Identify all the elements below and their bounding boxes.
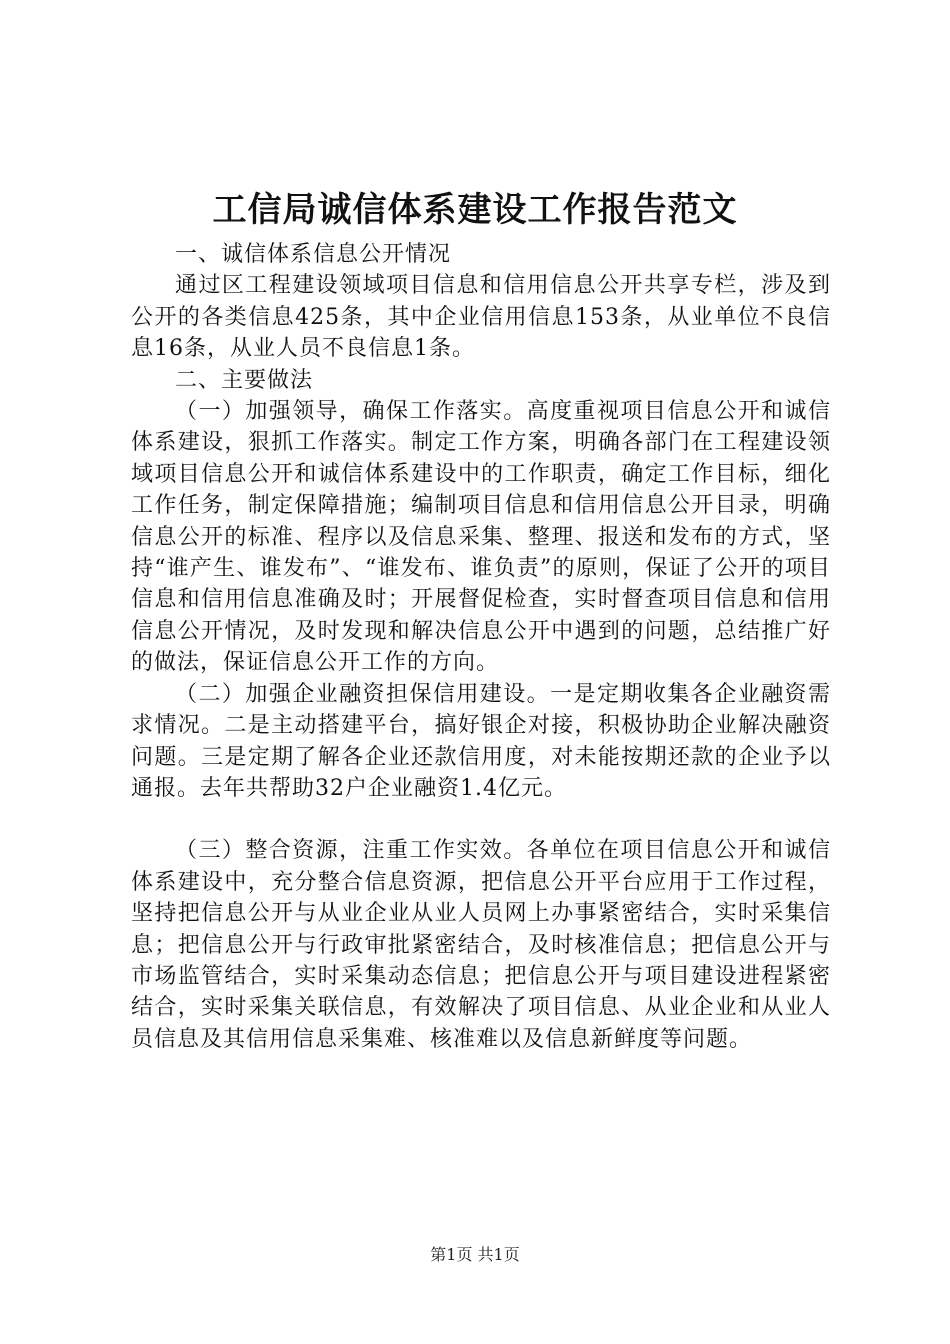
page-number-footer: 第1页 共1页 [430,1245,520,1264]
section-heading-1: 一、诚信体系信息公开情况 [175,242,452,267]
document-body [131,239,831,1055]
paragraph-leadership: （一）加强领导，确保工作落实。高度重视项目信息公开和诚信体系建设，狠抓工作落实。制定工作方案，明确各部门在工程建设领域项目信息公开和诚信体系建设中的工作职责，确定工作目标，细化工作任务，制定保障措施；编制项目信息和信用信息公开目录，明确信息公开的标准、程序以及信息采集、整理、报送和发布的方式，坚持“谁产生、谁发布”、“谁发布、谁负责”的原则，保证了公开的项目信息和信用信息准确及时；开展督促检查，实时督查项目信息和信用信息公开情况，及时发现和解决信息公开中遇到的问题，总结推广好的做法，保证信息公开工作的方向。 [131,399,831,676]
section-heading-2: 二、主要做法 [175,367,314,393]
document-title: 工信局诚信体系建设工作报告范文 [212,190,738,230]
paragraph-financing: （二）加强企业融资担保信用建设。一是定期收集各企业融资需求情况。二是主动搭建平台，搞好银企对接，积极协助企业解决融资问题。三是定期了解各企业还款信用度，对未能按期还款的企业予以通报。去年共帮助32户企业融资1.4亿元。 [131,681,831,801]
paragraph-integration: （三）整合资源，注重工作实效。各单位在项目信息公开和诚信体系建设中，充分整合信息资源，把信息公开平台应用于工作过程，坚持把信息公开与从业企业从业人员网上办事紧密结合，实时采集信息；把信息公开与行政审批紧密结合，及时核准信息；把信息公开与市场监管结合，实时采集动态信息；把信息公开与项目建设进程紧密结合，实时采集关联信息，有效解决了项目信息、从业企业和从业人员信息及其信用信息采集难、核准难以及信息新鲜度等问题。 [131,838,831,1052]
paragraph-disclosure: 通过区工程建设领域项目信息和信用信息公开共享专栏，涉及到公开的各类信息425条，其中企业信用信息153条，从业单位不良信息16条，从业人员不良信息1条。 [131,273,832,362]
